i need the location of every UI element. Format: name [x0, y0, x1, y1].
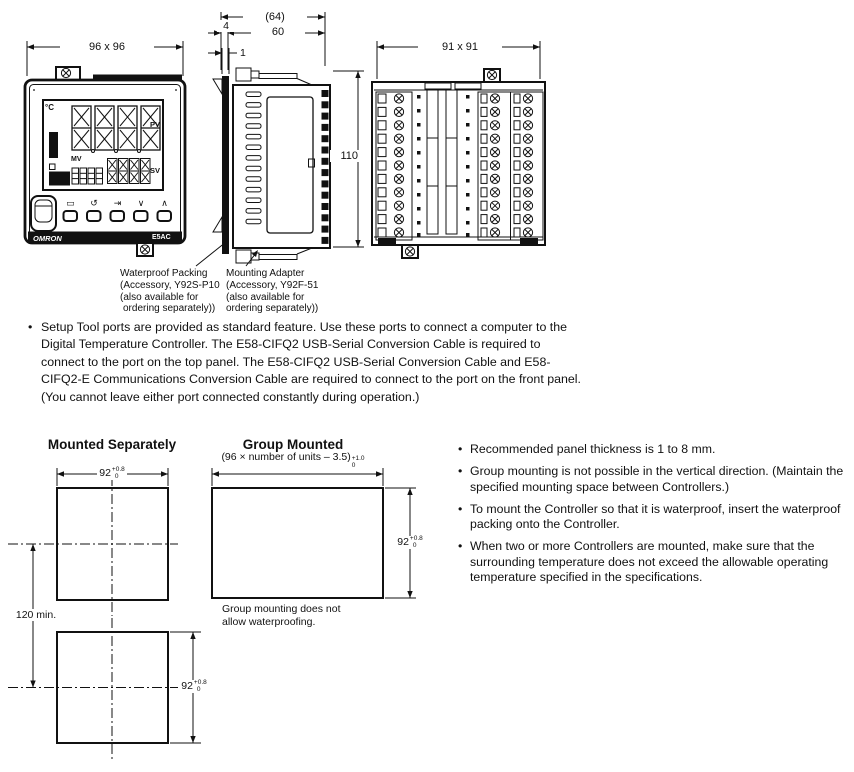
note-item [458, 442, 854, 458]
note-text: When two or more Controllers are mounted, make sure that the surrounding temperature does not exceed the allowable operating temperature specified in the specifications. [470, 539, 829, 584]
sv-label: SV [150, 166, 161, 175]
tol-high: +0.8 [193, 679, 207, 686]
waterproof-packing-wedge-bottom [213, 217, 222, 232]
caption-line: Mounting Adapter [226, 268, 305, 279]
tol-low: 0 [412, 541, 417, 549]
group-note-line: allow waterproofing. [222, 615, 316, 628]
front-view-drawing [25, 41, 185, 256]
cutout-dim-92-top [82, 467, 142, 480]
mounted-separately-title: Mounted Separately [47, 437, 177, 452]
group-note-line: Group mounting does not [222, 603, 341, 615]
mv-label: MV [71, 156, 82, 163]
dim-label-1: 1 [240, 47, 246, 59]
setup-port-cover [31, 196, 56, 231]
side-view-drawing [196, 12, 364, 266]
tol-high: +0.8 [409, 535, 423, 542]
note-item [458, 464, 854, 495]
caption-line: (also available for [120, 291, 199, 303]
unit-indicator: °C [45, 103, 54, 112]
setup-note-line: connect to the port on the top panel. The E58-CIFQ2 USB-Serial Conversion Cable and E58- [41, 354, 551, 369]
caption-line: ordering separately)) [226, 303, 319, 315]
formula-tolerance-low: 0 [351, 461, 356, 469]
mounting-adapter-top [236, 68, 312, 85]
brand-logo: OMRON [33, 233, 62, 243]
caption-line: (Accessory, Y92S-P10 [120, 279, 220, 291]
note-text: Recommended panel thickness is 1 to 8 mm. [470, 442, 716, 456]
note-text: To mount the Controller so that it is waterproof, insert the waterproof packing onto the Controller. [470, 501, 841, 531]
formula-tolerance-high: +1.0 [351, 455, 365, 462]
cutout-dim-92-square2 [168, 680, 220, 693]
caption-line: Waterproof Packing [120, 268, 208, 279]
waterproof-packing-wedge-top [213, 79, 222, 94]
mode-key-icon: ↺ [90, 198, 98, 208]
formula-text: (96 × number of units – 3.5) [221, 451, 351, 463]
bullet-marker: • [458, 464, 463, 478]
dim-label-4: 4 [217, 20, 235, 32]
rear-view-drawing [372, 41, 545, 258]
dim-label-60: 60 [251, 26, 305, 38]
bullet-marker: • [458, 442, 463, 456]
tol-low: 0 [196, 685, 201, 693]
setup-tool-note [28, 319, 581, 406]
bullet-marker: • [458, 501, 463, 516]
group-width-formula [200, 451, 386, 469]
setup-note-line: (You cannot leave either port connected constantly during operation.) [41, 389, 420, 404]
setup-note-line: CIFQ2-E Communications Conversion Cable are required to connect to the port on the front panel. [41, 372, 581, 387]
group-mounted-title: Group Mounted [242, 437, 344, 452]
dim-92: 92 [397, 536, 409, 549]
setup-note-line: Setup Tool ports are provided as standard feature. Use these ports to connect a computer to the [41, 320, 567, 334]
mounting-adapter-caption [226, 268, 318, 315]
down-key-icon: ∨ [137, 198, 145, 208]
pv-label: PV [150, 120, 161, 129]
panel-cutout-drawings [0, 430, 460, 772]
bullet-marker: • [28, 320, 33, 334]
dim-label-91x91: 91 x 91 [418, 41, 502, 53]
mounting-adapter-bottom [236, 248, 312, 263]
dim-label-110: 110 [330, 150, 360, 162]
shift-key-icon: ⇥ [113, 198, 122, 208]
group-mounting-note [222, 603, 341, 628]
mounting-notes-list [458, 442, 854, 592]
dim-92: 92 [99, 467, 111, 480]
group-cutout-rect [212, 468, 416, 598]
up-key-icon: ∧ [161, 198, 168, 208]
leader-waterproof-packing [196, 242, 226, 266]
caption-line: ordering separately)) [123, 303, 216, 315]
model-label: E5AC [152, 234, 171, 241]
tol-high: +0.8 [111, 466, 125, 473]
caption-line: (also available for [226, 291, 305, 303]
bullet-marker: • [458, 539, 463, 553]
level-key-icon: ▭ [66, 198, 75, 208]
note-item [458, 539, 854, 586]
cutout-dim-92-group [384, 536, 436, 549]
note-item [458, 502, 854, 533]
setup-note-line: Digital Temperature Controller. The E58-CIFQ2 USB-Serial Conversion Cable is required to [41, 337, 541, 352]
min-spacing-label: 120 min. [10, 609, 62, 621]
waterproof-packing-caption [120, 268, 220, 315]
dim-label-96x96: 96 x 96 [60, 41, 154, 53]
tol-low: 0 [114, 472, 119, 480]
caption-line: (Accessory, Y92F-51 [226, 279, 319, 291]
dim-label-64: (64) [243, 11, 307, 23]
note-text: Group mounting is not possible in the vertical direction. (Maintain the specified mounting space between Controllers.) [470, 464, 844, 494]
dim-92: 92 [181, 680, 193, 693]
